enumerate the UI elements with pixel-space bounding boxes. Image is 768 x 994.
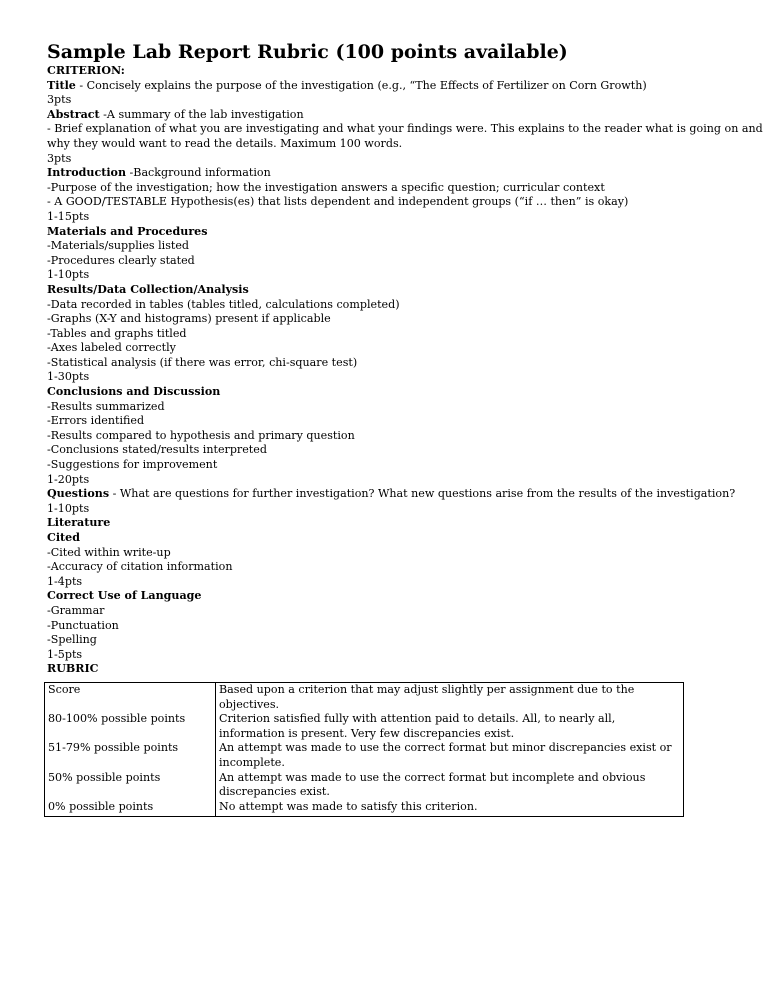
- criterion-description: -Background information: [126, 166, 271, 180]
- literature-criterion-label-cont: Cited: [47, 531, 80, 544]
- criterion-detail: -Suggestions for improvement: [47, 458, 218, 472]
- description-cell: An attempt was made to use the correct format but minor discrepancies exist or incomplete.: [216, 741, 684, 770]
- table-row: [45, 712, 684, 741]
- criterion-detail: -Materials/supplies listed: [47, 239, 190, 253]
- criterion-points: 1-20pts: [47, 472, 90, 486]
- criterion-description: - What are questions for further investigation? What new questions arise from the results of the investigation?: [109, 487, 736, 501]
- materials-criterion-label: Materials and Procedures: [47, 224, 208, 238]
- criterion-label: Introduction: [47, 166, 127, 180]
- introduction-criterion: [47, 166, 747, 181]
- criteria-list: [47, 64, 763, 677]
- score-cell: 51-79% possible points: [45, 741, 216, 770]
- score-cell: 50% possible points: [45, 771, 216, 800]
- title-criterion: [47, 79, 747, 94]
- table-row: [45, 683, 684, 713]
- criterion-label: Abstract: [47, 107, 100, 121]
- criterion-points: 1-5pts: [47, 647, 83, 661]
- description-cell: Criterion satisfied fully with attention paid to details. All, to nearly all, information is present. Very few discrepancies exist.: [216, 712, 684, 741]
- rubric-table: [44, 682, 684, 817]
- criterion-points: 1-30pts: [47, 370, 90, 384]
- criterion-detail: - Brief explanation of what you are investigating and what your findings were. This explains to the reader what is going on and: [47, 122, 763, 136]
- description-cell: An attempt was made to use the correct format but incomplete and obvious discrepancies exist.: [216, 771, 684, 800]
- criterion-detail: -Cited within write-up: [47, 545, 171, 559]
- results-criterion-label: Results/Data Collection/Analysis: [47, 282, 249, 296]
- criterion-detail: -Graphs (X-Y and histograms) present if applicable: [47, 312, 331, 326]
- criterion-label: Title: [47, 78, 76, 92]
- criterion-points: 1-10pts: [47, 268, 90, 282]
- page-title: Sample Lab Report Rubric (100 points available): [47, 41, 568, 63]
- criterion-detail: why they would want to read the details. Maximum 100 words.: [47, 136, 403, 150]
- criterion-points: 3pts: [47, 151, 72, 165]
- criterion-label: Questions: [47, 487, 110, 501]
- criterion-detail: -Purpose of the investigation; how the investigation answers a specific question; curricular context: [47, 180, 605, 194]
- table-row: [45, 800, 684, 817]
- score-cell: 80-100% possible points: [45, 712, 216, 741]
- criterion-detail: -Conclusions stated/results interpreted: [47, 443, 267, 457]
- score-cell: 0% possible points: [45, 800, 216, 817]
- literature-criterion-label: Literature: [47, 516, 111, 530]
- criterion-detail: -Data recorded in tables (tables titled, calculations completed): [47, 297, 400, 311]
- criterion-heading: CRITERION:: [47, 64, 125, 77]
- criterion-detail: -Statistical analysis (if there was error, chi-square test): [47, 355, 358, 369]
- criterion-detail: - A GOOD/TESTABLE Hypothesis(es) that lists dependent and independent groups (“if … then” is okay): [47, 195, 629, 209]
- criterion-detail: -Grammar: [47, 603, 105, 617]
- criterion-points: 1-4pts: [47, 574, 83, 588]
- criterion-detail: -Punctuation: [47, 618, 119, 632]
- criterion-description: -A summary of the lab investigation: [99, 107, 304, 121]
- description-cell: No attempt was made to satisfy this criterion.: [216, 800, 684, 817]
- questions-criterion: [47, 487, 747, 502]
- table-row: [45, 771, 684, 800]
- criterion-detail: -Accuracy of citation information: [47, 560, 233, 574]
- criterion-detail: -Errors identified: [47, 414, 145, 428]
- rubric-heading: RUBRIC: [47, 662, 99, 676]
- criterion-points: 3pts: [47, 93, 72, 107]
- criterion-detail: -Results summarized: [47, 399, 165, 413]
- criterion-description: - Concisely explains the purpose of the investigation (e.g., “The Effects of Fertilizer on Corn Growth): [75, 78, 647, 92]
- criterion-points: 1-15pts: [47, 209, 90, 223]
- criterion-detail: -Procedures clearly stated: [47, 253, 195, 267]
- criterion-detail: -Tables and graphs titled: [47, 326, 187, 340]
- language-criterion-label: Correct Use of Language: [47, 589, 202, 603]
- table-row: [45, 741, 684, 770]
- abstract-criterion: [47, 108, 747, 123]
- description-cell: Based upon a criterion that may adjust slightly per assignment due to the objectives.: [216, 683, 684, 713]
- score-cell: Score: [45, 683, 216, 713]
- criterion-points: 1-10pts: [47, 501, 90, 515]
- conclusions-criterion-label: Conclusions and Discussion: [47, 385, 221, 399]
- criterion-detail: -Results compared to hypothesis and primary question: [47, 428, 355, 442]
- criterion-detail: -Axes labeled correctly: [47, 341, 176, 355]
- criterion-detail: -Spelling: [47, 633, 97, 647]
